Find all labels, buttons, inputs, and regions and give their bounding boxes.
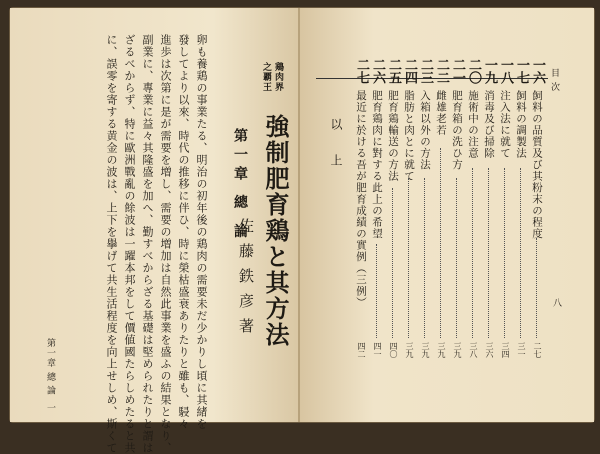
book-title: 強制肥育鶏と其方法 (261, 114, 290, 348)
toc-leader (488, 168, 490, 338)
body-line-6: に、誤零を寄する黄金の波は、上下を擧げて共生活程度を向上せしめ、斯くて (105, 34, 118, 454)
toc-entry-title: 肥育鶏輸送の方法 (387, 90, 399, 182)
toc-entry-page: 四一 (373, 342, 382, 358)
toc-entry-number: 一七 (514, 58, 529, 84)
toc-entry-title: 消毒及び掃除 (483, 90, 495, 159)
toc-entry-title: 脂肪と肉とに就て (403, 90, 415, 182)
toc-leader (536, 238, 538, 338)
toc-entry-number: 二七 (354, 58, 369, 84)
body-line-1: 卵も養鶏の事業たる、明治の初年後の鶏肉の需要未だ少かりし頃に其緒を (195, 34, 208, 430)
running-footer: 第一章 總 論 (45, 338, 55, 396)
toc-entry-page: 四〇 (389, 342, 398, 358)
toc-entry-number: 二〇 (466, 58, 481, 84)
toc-leader (520, 168, 522, 338)
series-label-2: 之覇王 (261, 62, 271, 92)
toc-leader (424, 178, 426, 338)
open-book (10, 8, 594, 454)
toc-entry-title: 最近に於ける吾が肥育成績の實例（三例） (355, 90, 367, 309)
toc-entry-page: 三一 (517, 342, 526, 358)
body-line-4: 副業に、專業に益々其隆盛を加へ、勤すべからざる基礎は堅められたりと謂は (141, 34, 154, 454)
toc-leader (392, 188, 394, 338)
toc-entry-number: 一九 (482, 58, 497, 84)
toc-entry-number: 二三 (418, 58, 433, 84)
body-line-5: ざるべからず、特に歐洲戰亂の餘波は一躍本邦をして價値國たらしめたると共 (123, 34, 136, 454)
body-line-3: 進歩は次第に是が需要を増し、需要の増加は自然此事業を盛ふの結果となり、 (159, 34, 172, 454)
toc-entry-page: 三四 (501, 342, 510, 358)
toc-entry-title: 飼料の品質及び其粉末の程度 (531, 90, 543, 240)
toc-entry-number: 二四 (402, 58, 417, 84)
toc-entry-title: 入箱以外の方法 (419, 90, 431, 171)
toc-entry-number: 二一 (450, 58, 465, 84)
toc-entry-number: 二六 (370, 58, 385, 84)
toc-entry-title: 雌雄老若 (435, 90, 447, 136)
toc-leader (456, 178, 458, 338)
series-label-1: 鶏肉界 (273, 62, 283, 92)
toc-entry-title: 注入法に就て (499, 90, 511, 159)
left-page (10, 8, 300, 454)
toc-closing: 以 上 (329, 118, 343, 176)
toc-entry-page: 三八 (469, 342, 478, 358)
toc-header-page: 八 (551, 298, 561, 308)
author-name: 佐藤鉄彦著 (237, 218, 255, 343)
toc-entry-number: 二二 (434, 58, 449, 84)
toc-entry-title: 肥育箱の洗ひ方 (451, 90, 463, 171)
right-page (300, 8, 594, 422)
toc-entry-number: 一八 (498, 58, 513, 84)
toc-entry-title: 飼料の調製法 (515, 90, 527, 159)
toc-entry-page: 三六 (485, 342, 494, 358)
page-number: 一 (45, 403, 55, 413)
toc-entry-number: 一六 (530, 58, 545, 84)
body-line-2: 發してより以來、時代の推移に伴ひ、時に榮枯盛衰ありたりと雖も、駸々 (177, 34, 190, 430)
toc-entry-page: 三九 (453, 342, 462, 358)
toc-entry-page: 二七 (533, 342, 542, 358)
toc-entry-title: 肥育鶏肉に對する此上の希望 (371, 90, 383, 240)
toc-leader (440, 148, 442, 338)
toc-leader (472, 168, 474, 338)
toc-header: 目 次 (549, 68, 559, 92)
toc-entry-page: 三九 (421, 342, 430, 358)
toc-entry-number: 二五 (386, 58, 401, 84)
toc-leader (408, 178, 410, 338)
toc-leader (376, 244, 378, 338)
toc-entry-page: 四二 (357, 342, 366, 358)
toc-leader (504, 168, 506, 338)
toc-entry-page: 三九 (437, 342, 446, 358)
toc-entry-title: 施術中の注意 (467, 90, 479, 159)
chapter-title: 第一章 總 論 (232, 128, 248, 243)
toc-entry-page: 三九 (405, 342, 414, 358)
